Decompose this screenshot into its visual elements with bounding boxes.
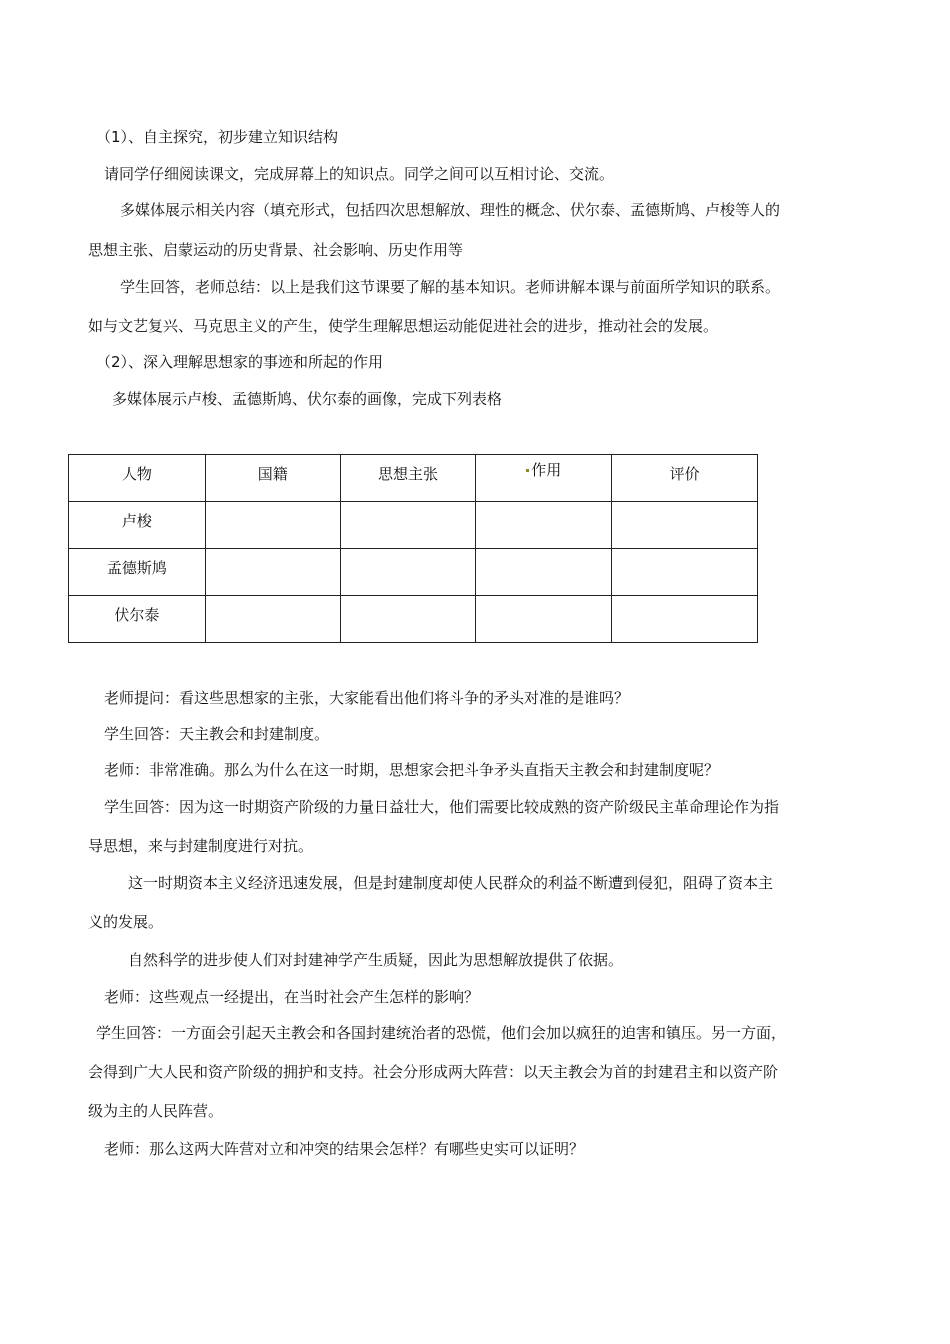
section1-heading: （1）、自主探究，初步建立知识结构 xyxy=(96,128,339,146)
student-answer-2-line2: 导思想，来与封建制度进行对抗。 xyxy=(88,837,314,855)
teacher-question-3: 老师：这些观点一经提出，在当时社会产生怎样的影响？ xyxy=(104,988,480,1006)
student-answer-5-line1: 学生回答：一方面会引起天主教会和各国封建统治者的恐慌，他们会加以疯狂的迫害和镇压。另一方面， xyxy=(96,1024,787,1042)
empty-cell[interactable] xyxy=(612,549,758,596)
table-row xyxy=(69,549,758,596)
thinkers-table xyxy=(68,454,758,643)
section2-p1: 多媒体展示卢梭、孟德斯鸠、伏尔泰的画像，完成下列表格 xyxy=(112,390,503,408)
empty-cell[interactable] xyxy=(612,502,758,549)
section1-p2-line1: 多媒体展示相关内容（填充形式，包括四次思想解放、理性的概念、伏尔泰、孟德斯鸠、卢梭等人的 xyxy=(120,201,781,219)
empty-cell[interactable] xyxy=(476,549,612,596)
row-person: 伏尔泰 xyxy=(69,596,206,643)
header-evaluation: 评价 xyxy=(612,455,758,502)
student-answer-5-line3: 级为主的人民阵营。 xyxy=(88,1102,224,1120)
section1-p3-line2: 如与文艺复兴、马克思主义的产生，使学生理解思想运动能促进社会的进步，推动社会的发展。 xyxy=(88,317,719,335)
header-nationality: 国籍 xyxy=(205,455,340,502)
table-header-row xyxy=(69,455,758,502)
empty-cell[interactable] xyxy=(205,549,340,596)
empty-cell[interactable] xyxy=(612,596,758,643)
mark-dot xyxy=(526,469,529,472)
section2-heading: （2）、深入理解思想家的事迹和所起的作用 xyxy=(96,353,384,371)
empty-cell[interactable] xyxy=(205,596,340,643)
teacher-question-2: 老师：非常准确。那么为什么在这一时期，思想家会把斗争矛头直指天主教会和封建制度呢？ xyxy=(104,761,720,779)
section1-p1: 请同学仔细阅读课文，完成屏幕上的知识点。同学之间可以互相讨论、交流。 xyxy=(104,165,615,183)
student-answer-5-line2: 会得到广大人民和资产阶级的拥护和支持。社会分形成两大阵营：以天主教会为首的封建君主和以资产阶 xyxy=(88,1063,779,1081)
row-person: 卢梭 xyxy=(69,502,206,549)
table-row xyxy=(69,502,758,549)
answer-3-line1: 这一时期资本主义经济迅速发展，但是封建制度却使人民群众的利益不断遭到侵犯，阻碍了资本主 xyxy=(128,874,774,892)
header-person: 人物 xyxy=(69,455,206,502)
header-ideas: 思想主张 xyxy=(340,455,476,502)
empty-cell[interactable] xyxy=(476,596,612,643)
section1-p2-line2: 思想主张、启蒙运动的历史背景、社会影响、历史作用等 xyxy=(88,241,464,259)
empty-cell[interactable] xyxy=(476,502,612,549)
student-answer-2-line1: 学生回答：因为这一时期资产阶级的力量日益壮大，他们需要比较成熟的资产阶级民主革命理论作为指 xyxy=(104,798,780,816)
teacher-question-1: 老师提问：看这些思想家的主张，大家能看出他们将斗争的矛头对准的是谁吗？ xyxy=(104,689,630,707)
teacher-question-4: 老师：那么这两大阵营对立和冲突的结果会怎样？有哪些史实可以证明？ xyxy=(104,1140,585,1158)
row-person: 孟德斯鸠 xyxy=(69,549,206,596)
table-row xyxy=(69,596,758,643)
answer-4: 自然科学的进步使人们对封建神学产生质疑，因此为思想解放提供了依据。 xyxy=(128,951,624,969)
empty-cell[interactable] xyxy=(340,549,476,596)
empty-cell[interactable] xyxy=(340,596,476,643)
empty-cell[interactable] xyxy=(205,502,340,549)
answer-3-line2: 义的发展。 xyxy=(88,913,164,931)
section1-p3-line1: 学生回答，老师总结：以上是我们这节课要了解的基本知识。老师讲解本课与前面所学知识的联系。 xyxy=(120,278,781,296)
header-role: 作用 xyxy=(476,455,612,502)
empty-cell[interactable] xyxy=(340,502,476,549)
student-answer-1: 学生回答：天主教会和封建制度。 xyxy=(104,725,330,743)
